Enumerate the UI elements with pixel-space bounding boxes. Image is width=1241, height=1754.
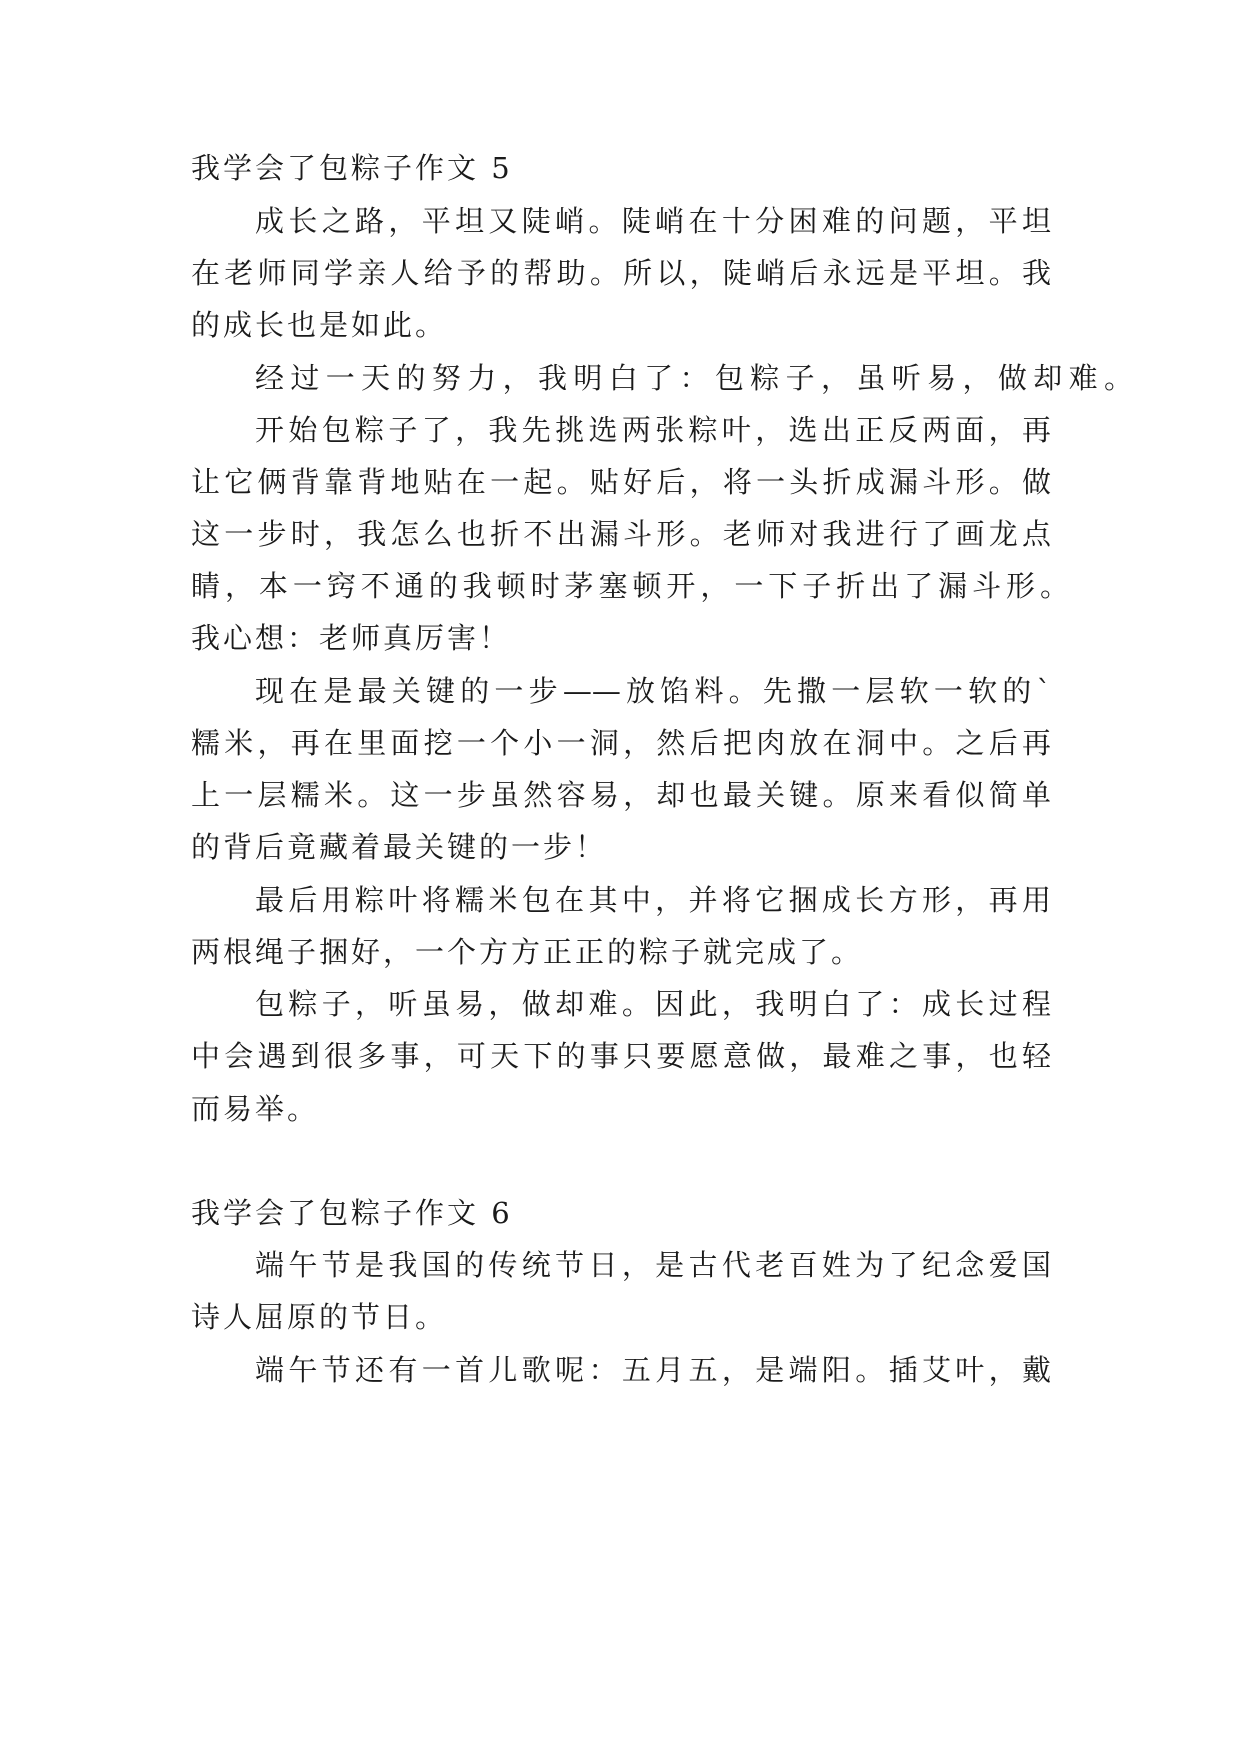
paragraph-line: 两根绳子捆好，一个方方正正的粽子就完成了。 xyxy=(191,935,864,969)
paragraph-line: 我心想：老师真厉害！ xyxy=(191,621,512,655)
paragraph-line: 睛，本一窍不通的我顿时茅塞顿开，一下子折出了漏斗形。 xyxy=(191,569,1069,603)
paragraph-line: 在老师同学亲人给予的帮助。所以，陡峭后永远是平坦。我 xyxy=(191,256,1051,290)
section-title: 我学会了包粽子作文 5 xyxy=(191,151,513,185)
paragraph-line: 的成长也是如此。 xyxy=(191,308,448,342)
paragraph-line: 的背后竟藏着最关键的一步！ xyxy=(191,830,608,864)
paragraph-line: 这一步时，我怎么也折不出漏斗形。老师对我进行了画龙点 xyxy=(191,517,1051,551)
paragraph-line: 让它俩背靠背地贴在一起。贴好后，将一头折成漏斗形。做 xyxy=(191,465,1051,499)
paragraph-line: 现在是最关键的一步——放馅料。先撒一层软一软的` xyxy=(255,674,1051,708)
section-title: 我学会了包粽子作文 6 xyxy=(191,1196,513,1230)
paragraph-line: 端午节还有一首儿歌呢：五月五，是端阳。插艾叶，戴 xyxy=(255,1353,1051,1387)
paragraph-line: 最后用粽叶将糯米包在其中，并将它捆成长方形，再用 xyxy=(255,883,1051,917)
paragraph-line: 端午节是我国的传统节日，是古代老百姓为了纪念爱国 xyxy=(255,1248,1051,1282)
paragraph-line: 糯米，再在里面挖一个小一洞，然后把肉放在洞中。之后再 xyxy=(191,726,1051,760)
paragraph-line: 而易举。 xyxy=(191,1092,320,1126)
paragraph-line: 成长之路，平坦又陡峭。陡峭在十分困难的问题，平坦 xyxy=(255,204,1051,238)
paragraph-line: 包粽子，听虽易，做却难。因此，我明白了：成长过程 xyxy=(255,987,1051,1021)
paragraph-line: 中会遇到很多事，可天下的事只要愿意做，最难之事，也轻 xyxy=(191,1039,1051,1073)
paragraph-line: 诗人屈原的节日。 xyxy=(191,1300,448,1334)
paragraph-line: 经过一天的努力，我明白了：包粽子，虽听易，做却难。 xyxy=(255,361,1133,395)
paragraph-line: 上一层糯米。这一步虽然容易，却也最关键。原来看似简单 xyxy=(191,778,1051,812)
paragraph-line: 开始包粽子了，我先挑选两张粽叶，选出正反两面，再 xyxy=(255,413,1051,447)
